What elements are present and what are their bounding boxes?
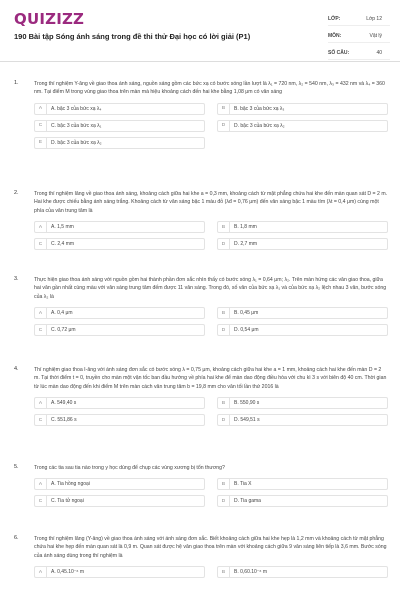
question-text: Trong thí nghiệm Y-âng về giao thoa ánh sáng, nguồn sáng gồm các bức xạ có bước sóng lần lượt là λ₁ = 720 nm, λ₂ = 540 nm, λ₃ = 432 nm và λ₄ = 360 nm. Tại điểm M trong vùng giao thoa trên màn mà hiệu khoảng cách đến hai khe bằng 1,08 μm có vân sáng xyxy=(34,81,385,96)
meta-count-key: SỐ CÂU: xyxy=(328,49,350,56)
option-text: C. 2,4 mm xyxy=(51,241,75,248)
question-number: 3. xyxy=(14,276,19,282)
document-title: 190 Bài tập Sóng ánh sáng trong đề thi thử Đại học có lời giải (P1) xyxy=(14,32,251,41)
option-letter: C xyxy=(35,496,47,506)
option-letter: A xyxy=(35,308,47,318)
option-letter: B xyxy=(218,398,230,408)
question-number: 2. xyxy=(14,190,19,196)
meta-subject-value: Vật lý xyxy=(369,32,382,39)
option-text: A. Tia hồng ngoại xyxy=(51,481,90,488)
option-letter: B xyxy=(218,308,230,318)
meta-class xyxy=(328,12,390,26)
option-letter: D xyxy=(218,121,230,131)
option-b[interactable] xyxy=(217,397,388,409)
option-letter: A xyxy=(35,398,47,408)
option-c[interactable] xyxy=(34,324,205,336)
question-text: Trong thí nghiệm Iâng (Y-âng) về giao thoa ánh sáng với ánh sáng đơn sắc. Biết khoảng cách giữa hai khe hẹp là 1,2 mm và khoảng cách từ mặt phẳng chứa hai khe hẹp đến màn quan sát là 0,9 m. Quan sát được hệ vân giao thoa trên màn với khoảng cách giữa 9 vân sáng liên tiếp là 3,6 mm. Bước sóng của ánh sáng dùng trong thí nghiệm là xyxy=(34,536,387,559)
option-text: D. 2,7 mm xyxy=(234,241,258,248)
answer-options xyxy=(34,397,388,426)
question-text: Thí nghiệm giao thoa I-âng với ánh sáng đơn sắc có bước sóng λ = 0,75 μm, khoảng cách giữa hai khe a = 1 mm, khoảng cách hai khe đến màn D = 2 m. Tại thời điểm t = 0, truyền cho màn một vận tốc ban đầu hướng về phía hai khe để màn dao động điều hòa với chu kì 3 s với biên độ 40 cm. Thời gian từ lúc màn dao động đến khi điểm M trên màn cách vân trung tâm b = 19,8 mm cho vân tối lần thứ 2016 là xyxy=(34,367,387,390)
answer-options xyxy=(34,221,388,250)
option-text: C. bậc 3 của bức xạ λ₁ xyxy=(51,122,102,129)
option-text: A. 549,40 s xyxy=(51,400,77,407)
option-text: D. 0,54 μm xyxy=(234,327,259,334)
question-number: 6. xyxy=(14,535,19,541)
question-4 xyxy=(0,366,400,426)
option-a[interactable] xyxy=(34,566,205,578)
option-a[interactable] xyxy=(34,103,205,115)
option-letter: E xyxy=(35,138,47,148)
answer-options xyxy=(34,307,388,336)
option-letter: A xyxy=(35,104,47,114)
question-text: Trong thí nghiệm Iâng về giao thoa ánh sáng, khoảng cách giữa hai khe a = 0,3 mm, khoảng cách từ mặt phẳng chứa hai khe đến màn quan sát D = 2 m. Hai khe được chiếu bằng ánh sáng trắng. Khoảng cách từ vân sáng bậc 1 màu đỏ (λđ = 0,76 μm) đến vân sáng bậc 1 màu tím (λt = 0,4 μm) cùng một phía của vân trung tâm là xyxy=(34,191,388,214)
option-e[interactable] xyxy=(34,137,205,149)
option-letter: B xyxy=(218,104,230,114)
option-c[interactable] xyxy=(34,238,205,250)
option-text: B. 550,90 s xyxy=(234,400,260,407)
option-letter: B xyxy=(218,479,230,489)
option-text: B. 1,8 mm xyxy=(234,224,257,231)
option-text: A. 0,45.10⁻⁶ m xyxy=(51,569,85,576)
option-d[interactable] xyxy=(217,120,388,132)
answer-options xyxy=(34,566,388,578)
question-5 xyxy=(0,464,400,507)
quizizz-logo: QUIZIZZ xyxy=(14,10,85,28)
option-text: D. bậc 3 của bức xạ λ₂ xyxy=(51,139,102,146)
option-letter: C xyxy=(35,121,47,131)
option-b[interactable] xyxy=(217,307,388,319)
option-letter: D xyxy=(218,415,230,425)
question-number: 4. xyxy=(14,366,19,372)
option-b[interactable] xyxy=(217,566,388,578)
option-c[interactable] xyxy=(34,414,205,426)
option-letter: A xyxy=(35,222,47,232)
meta-count-value: 40 xyxy=(376,49,382,56)
meta-subject xyxy=(328,29,390,43)
option-d[interactable] xyxy=(217,414,388,426)
option-c[interactable] xyxy=(34,495,205,507)
option-letter: C xyxy=(35,239,47,249)
option-letter: A xyxy=(35,567,47,577)
question-1 xyxy=(0,80,400,149)
option-b[interactable] xyxy=(217,103,388,115)
question-2 xyxy=(0,190,400,250)
option-text: A. 0,4 μm xyxy=(51,310,73,317)
option-text: D. Tia gama xyxy=(234,498,261,505)
option-letter: D xyxy=(218,496,230,506)
question-number: 1. xyxy=(14,80,19,86)
meta-class-key: LỚP: xyxy=(328,15,341,22)
option-a[interactable] xyxy=(34,221,205,233)
option-text: B. bậc 3 của bức xạ λ₃ xyxy=(234,105,285,112)
option-text: D. bậc 3 của bức xạ λ₂ xyxy=(234,122,285,129)
option-text: B. Tia X xyxy=(234,481,252,488)
option-letter: C xyxy=(35,325,47,335)
question-text: Trong các tia sau tia nào trong y học dùng để chụp các vùng xương bị tổn thương? xyxy=(34,465,225,471)
question-number: 5. xyxy=(14,464,19,470)
option-a[interactable] xyxy=(34,478,205,490)
meta-count xyxy=(328,46,390,60)
option-d[interactable] xyxy=(217,324,388,336)
option-text: C. Tia tử ngoại xyxy=(51,498,84,505)
option-a[interactable] xyxy=(34,397,205,409)
meta-info xyxy=(328,12,390,63)
option-d[interactable] xyxy=(217,238,388,250)
option-text: D. 549,51 s xyxy=(234,417,260,424)
option-c[interactable] xyxy=(34,120,205,132)
option-text: C. 551,86 s xyxy=(51,417,77,424)
answer-options xyxy=(34,478,388,507)
option-letter: A xyxy=(35,479,47,489)
question-text: Thực hiện giao thoa ánh sáng với nguồn gồm hai thành phần đơn sắc nhìn thấy có bước sóng λ₁ = 0,64 μm; λ₂. Trên màn hứng các vân giao thoa, giữa hai vân gần nhất cùng màu với vân sáng trung tâm đếm được 11 vân sáng. Trong đó, số vân của bức xạ λ₁ và của bức xạ λ₂ lệch nhau 3 vân, bước sóng của λ₂ là xyxy=(34,277,387,300)
option-letter: B xyxy=(218,222,230,232)
answer-options xyxy=(34,103,388,149)
option-letter: B xyxy=(218,567,230,577)
option-letter: C xyxy=(35,415,47,425)
question-6 xyxy=(0,535,400,578)
option-b[interactable] xyxy=(217,478,388,490)
option-letter: D xyxy=(218,325,230,335)
option-letter: D xyxy=(218,239,230,249)
option-text: A. bậc 3 của bức xạ λ₄ xyxy=(51,105,102,112)
option-text: B. 0,45 μm xyxy=(234,310,259,317)
option-text: C. 0,72 μm xyxy=(51,327,76,334)
option-text: A. 1,5 mm xyxy=(51,224,74,231)
question-3 xyxy=(0,276,400,336)
option-d[interactable] xyxy=(217,495,388,507)
meta-subject-key: MÔN: xyxy=(328,32,342,39)
page-header xyxy=(0,0,400,62)
meta-class-value: Lớp 12 xyxy=(366,15,382,22)
option-a[interactable] xyxy=(34,307,205,319)
option-b[interactable] xyxy=(217,221,388,233)
option-text: B. 0,60.10⁻⁶ m xyxy=(234,569,268,576)
